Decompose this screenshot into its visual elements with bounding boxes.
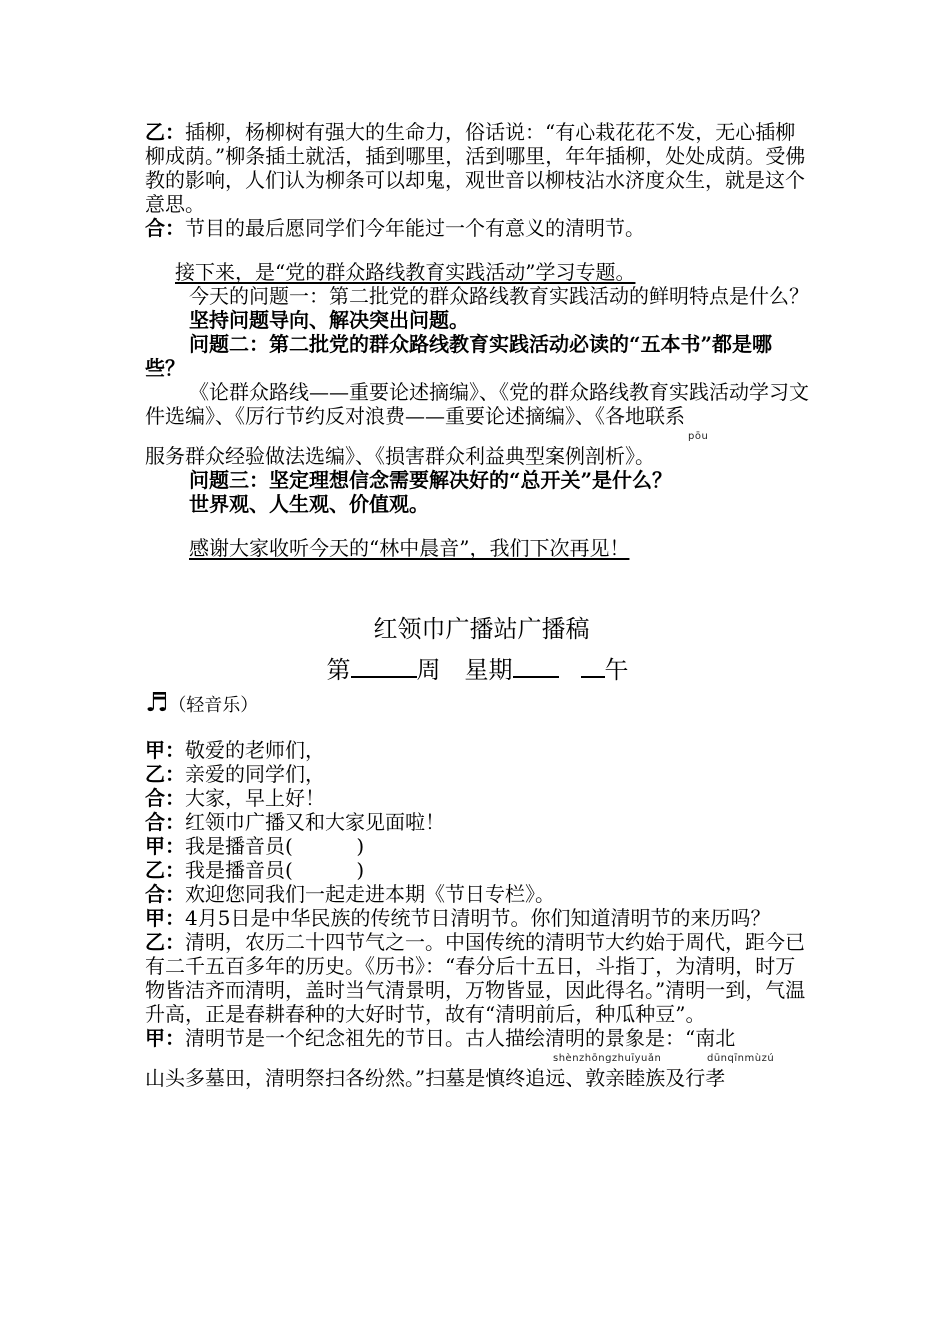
line-text: 敬爱的老师们， bbox=[185, 738, 325, 762]
speaker-label: 甲： bbox=[145, 738, 185, 762]
closing-text: 感谢大家收听今天的“林中晨音”，我们下次再见！ bbox=[189, 536, 630, 560]
day-label: 星期 bbox=[464, 656, 513, 684]
answer-one: 坚持问题导向、解决突出问题。 bbox=[189, 308, 469, 332]
line-text: 红领巾广播又和大家见面啦！ bbox=[185, 810, 445, 834]
page-title: 红领巾广播站广播稿 bbox=[373, 615, 590, 643]
speaker-label: 合： bbox=[145, 216, 185, 240]
script-line bbox=[145, 882, 810, 906]
line-text: 我是播音员( ) bbox=[185, 834, 365, 858]
line-text: 山头多墓田，清明祭扫各纷然。”扫墓是慎终追远、敦亲睦族及行孝 bbox=[145, 1066, 726, 1090]
study-heading bbox=[145, 260, 810, 284]
speaker-label: 乙： bbox=[145, 120, 185, 144]
script-line bbox=[145, 762, 810, 786]
pinyin-annotation: dūnqīnmùzú bbox=[707, 1053, 775, 1064]
speaker-label: 乙： bbox=[145, 858, 185, 882]
week-blank bbox=[351, 654, 417, 678]
music-cue bbox=[145, 688, 810, 718]
week-label: 周 bbox=[416, 656, 441, 684]
line-text: 4月5日是中华民族的传统节日清明节。你们知道清明节的来历吗？ bbox=[185, 906, 771, 930]
day-blank bbox=[513, 654, 559, 678]
speaker-label: 甲： bbox=[145, 906, 185, 930]
speaker-label: 合： bbox=[145, 810, 185, 834]
line-text: 清明，农历二十四节气之一。中国传统的清明节大约始于周代，距今已有二千五百多年的历史。《历书》：“春分后十五日，斗指丁，为清明，时万物皆洁齐而清明，盖时当气清景明，万物皆显，因此得名。”清明一到，气温升高，正是春耕春种的大好时节，故有“清明前后，种瓜种豆”。 bbox=[145, 930, 806, 1026]
paragraph-text: 插柳，杨柳树有强大的生命力，俗话说：“有心栽花花不发，无心插柳柳成荫。”柳条插土就活，插到哪里，活到哪里，年年插柳，处处成荫。受佛教的影响，人们认为柳条可以却鬼，观世音以柳枝沾水济度众生，就是这个意思。 bbox=[145, 120, 806, 216]
line-text: 欢迎您同我们一起走进本期《节日专栏》。 bbox=[185, 882, 555, 906]
pinyin-annotation: shènzhōngzhuīyuǎn bbox=[553, 1053, 662, 1064]
answer-two-text: 服务群众经验做法选编》、《损害群众利益典型案例剖析》。 bbox=[145, 444, 655, 468]
speaker-label: 乙： bbox=[145, 930, 185, 954]
speaker-label: 甲： bbox=[145, 1026, 185, 1050]
line-text: 清明节是一个纪念祖先的节日。古人描绘清明的景象是：“南北 bbox=[185, 1026, 736, 1050]
script-line-last-second bbox=[145, 1050, 810, 1090]
study-heading-text: 接下来，是“党的群众路线教育实践活动”学习专题。 bbox=[175, 260, 636, 284]
speaker-label: 合： bbox=[145, 786, 185, 810]
line-text: 大家，早上好！ bbox=[185, 786, 325, 810]
time-suffix: 午 bbox=[604, 656, 629, 684]
line-text: 我是播音员( ) bbox=[185, 858, 365, 882]
script-line-last-first bbox=[145, 1026, 810, 1050]
script-line bbox=[145, 738, 810, 762]
date-line bbox=[145, 654, 810, 685]
paragraph-he-closing bbox=[145, 216, 810, 240]
answer-two-line-two bbox=[145, 428, 810, 468]
music-label: （轻音乐） bbox=[168, 695, 259, 716]
paragraph-yi-willow bbox=[145, 120, 810, 216]
answer-two-line-one: 《论群众路线——重要论述摘编》、《党的群众路线教育实践活动学习文件选编》、《厉行节约反对浪费——重要论述摘编》、《各地联系 bbox=[145, 380, 809, 428]
paragraph-text: 节目的最后愿同学们今年能过一个有意义的清明节。 bbox=[185, 216, 645, 240]
speaker-label: 甲： bbox=[145, 834, 185, 858]
speaker-label: 合： bbox=[145, 882, 185, 906]
script-line bbox=[145, 834, 810, 858]
question-three: 问题三：坚定理想信念需要解决好的“总开关”是什么？ bbox=[189, 468, 673, 492]
question-two: 问题二：第二批党的群众路线教育实践活动必读的“五本书”都是哪些？ bbox=[145, 332, 773, 380]
speaker-label: 乙： bbox=[145, 762, 185, 786]
time-blank bbox=[581, 654, 605, 678]
question-one: 今天的问题一：第二批党的群众路线教育实践活动的鲜明特点是什么？ bbox=[189, 284, 809, 308]
script-line bbox=[145, 858, 810, 882]
answer-three: 世界观、人生观、价值观。 bbox=[189, 492, 429, 516]
script-lines bbox=[145, 738, 810, 1090]
pinyin-annotation: pōu bbox=[688, 431, 709, 442]
closing-line bbox=[145, 536, 810, 560]
week-prefix: 第 bbox=[326, 656, 351, 684]
script-line bbox=[145, 930, 810, 1026]
line-text: 亲爱的同学们， bbox=[185, 762, 325, 786]
script-line bbox=[145, 786, 810, 810]
script-line bbox=[145, 906, 810, 930]
music-note-icon: ♬ bbox=[145, 688, 169, 718]
script-line bbox=[145, 810, 810, 834]
document-page bbox=[145, 120, 810, 1090]
